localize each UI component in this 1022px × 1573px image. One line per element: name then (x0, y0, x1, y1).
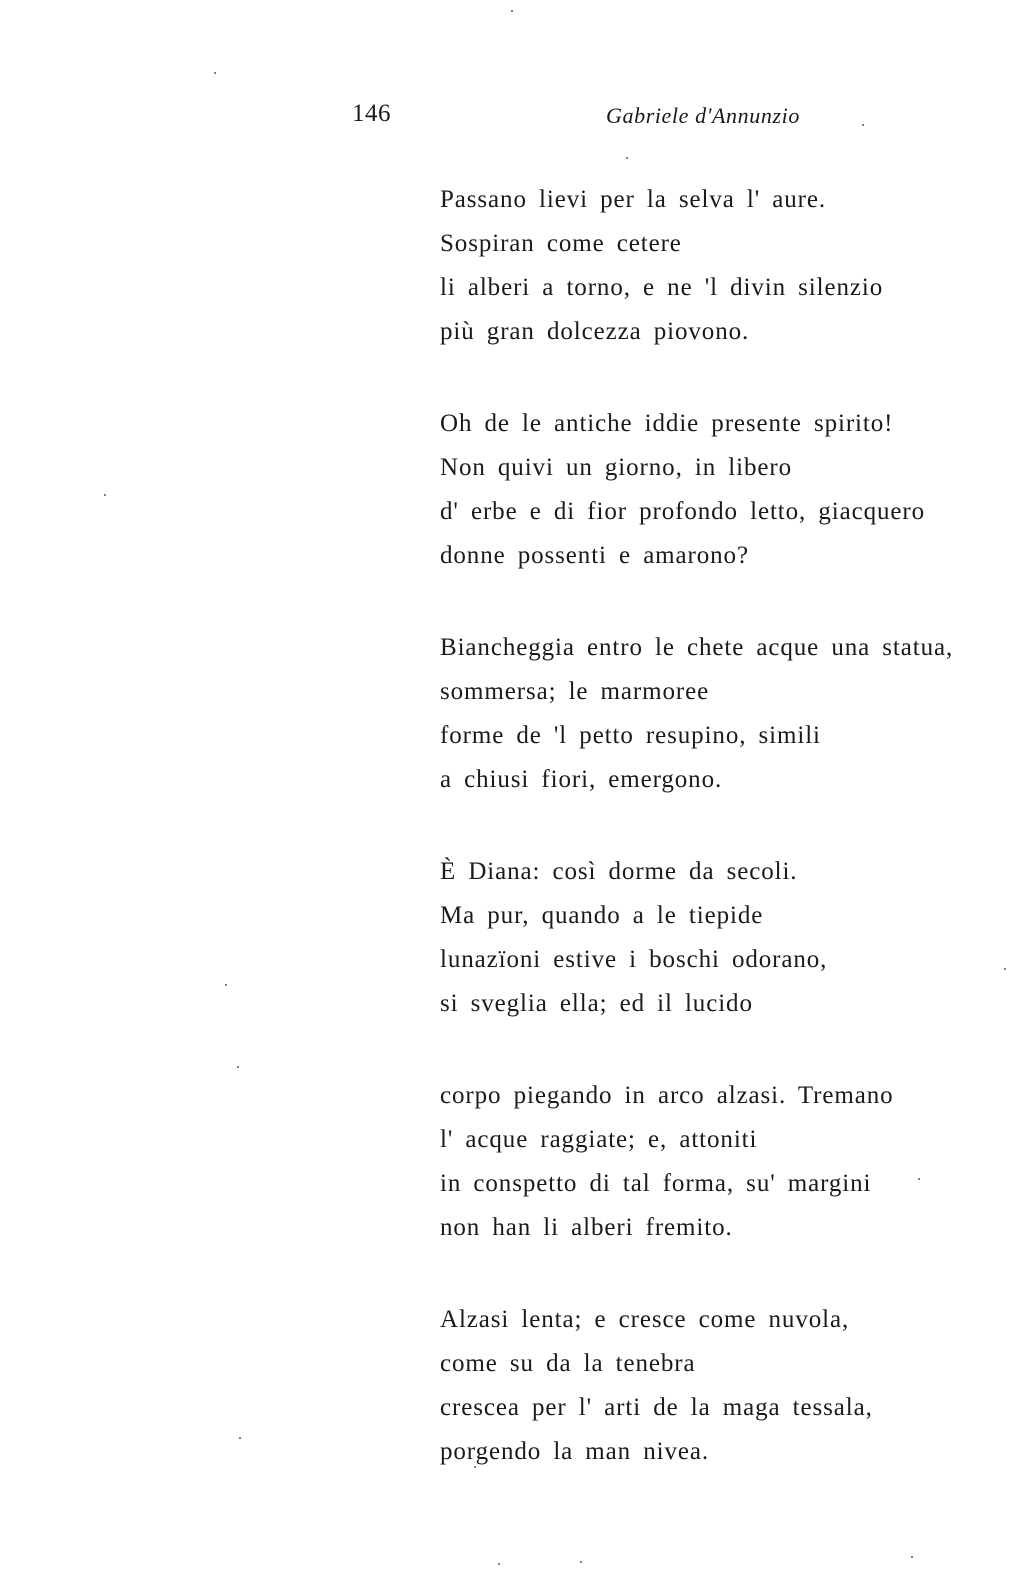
poem-line: Oh de le antiche iddie presente spirito! (440, 410, 894, 437)
poem-line: li alberi a torno, e ne 'l divin silenzio (440, 274, 884, 301)
poem-line: l' acque raggiate; e, attoniti (440, 1126, 758, 1153)
poem-line: in conspetto di tal forma, su' margini (440, 1170, 872, 1197)
poem-line: non han li alberi fremito. (440, 1214, 733, 1241)
running-title: Gabriele d'Annunzio (606, 103, 800, 128)
scan-speck (511, 10, 513, 12)
poem-line: come su da la tenebra (440, 1350, 696, 1377)
scan-speck (104, 494, 106, 496)
scan-speck (225, 984, 227, 986)
scan-speck (237, 1066, 239, 1068)
poem-line: lunazïoni estive i boschi odorano, (440, 946, 828, 973)
poem-line: Biancheggia entro le chete acque una statua, (440, 634, 954, 661)
poem-line: Sospiran come cetere (440, 230, 682, 257)
poem-line: Ma pur, quando a le tiepide (440, 902, 764, 929)
poem-line: crescea per l' arti de la maga tessala, (440, 1394, 873, 1421)
poem-line: Non quivi un giorno, in libero (440, 454, 792, 481)
stanza (440, 178, 1000, 354)
scan-speck (214, 72, 216, 74)
scan-speck (918, 1178, 920, 1180)
poem-line: più gran dolcezza piovono. (440, 318, 750, 345)
poem-line: sommersa; le marmoree (440, 678, 710, 705)
poem-line: si sveglia ella; ed il lucido (440, 990, 753, 1017)
scan-speck (911, 1556, 913, 1558)
scan-speck (862, 124, 864, 126)
poem-line: porgendo la man nivea. (440, 1438, 709, 1465)
poem-line: corpo piegando in arco alzasi. Tremano (440, 1082, 894, 1109)
poem-line: Passano lievi per la selva l' aure. (440, 186, 827, 213)
poem-line: Alzasi lenta; e cresce come nuvola, (440, 1306, 850, 1333)
stanza (440, 1298, 1000, 1474)
scan-speck (1004, 968, 1006, 970)
stanza (440, 626, 1000, 802)
poem-line: a chiusi fiori, emergono. (440, 766, 723, 793)
scan-speck (474, 1466, 476, 1468)
scan-speck (239, 1437, 241, 1439)
scan-speck (498, 1563, 500, 1565)
stanza (440, 850, 1000, 1026)
stanza (440, 402, 1000, 578)
poem-line: forme de 'l petto resupino, simili (440, 722, 821, 749)
scan-speck (580, 1561, 582, 1563)
poem-line: donne possenti e amarono? (440, 542, 749, 569)
stanza (440, 1074, 1000, 1250)
poem-line: d' erbe e di fior profondo letto, giacquero (440, 498, 926, 525)
page-number: 146 (352, 100, 391, 127)
scan-speck (626, 157, 628, 159)
poem (440, 178, 1000, 1522)
poem-line: È Diana: così dorme da secoli. (440, 858, 798, 885)
